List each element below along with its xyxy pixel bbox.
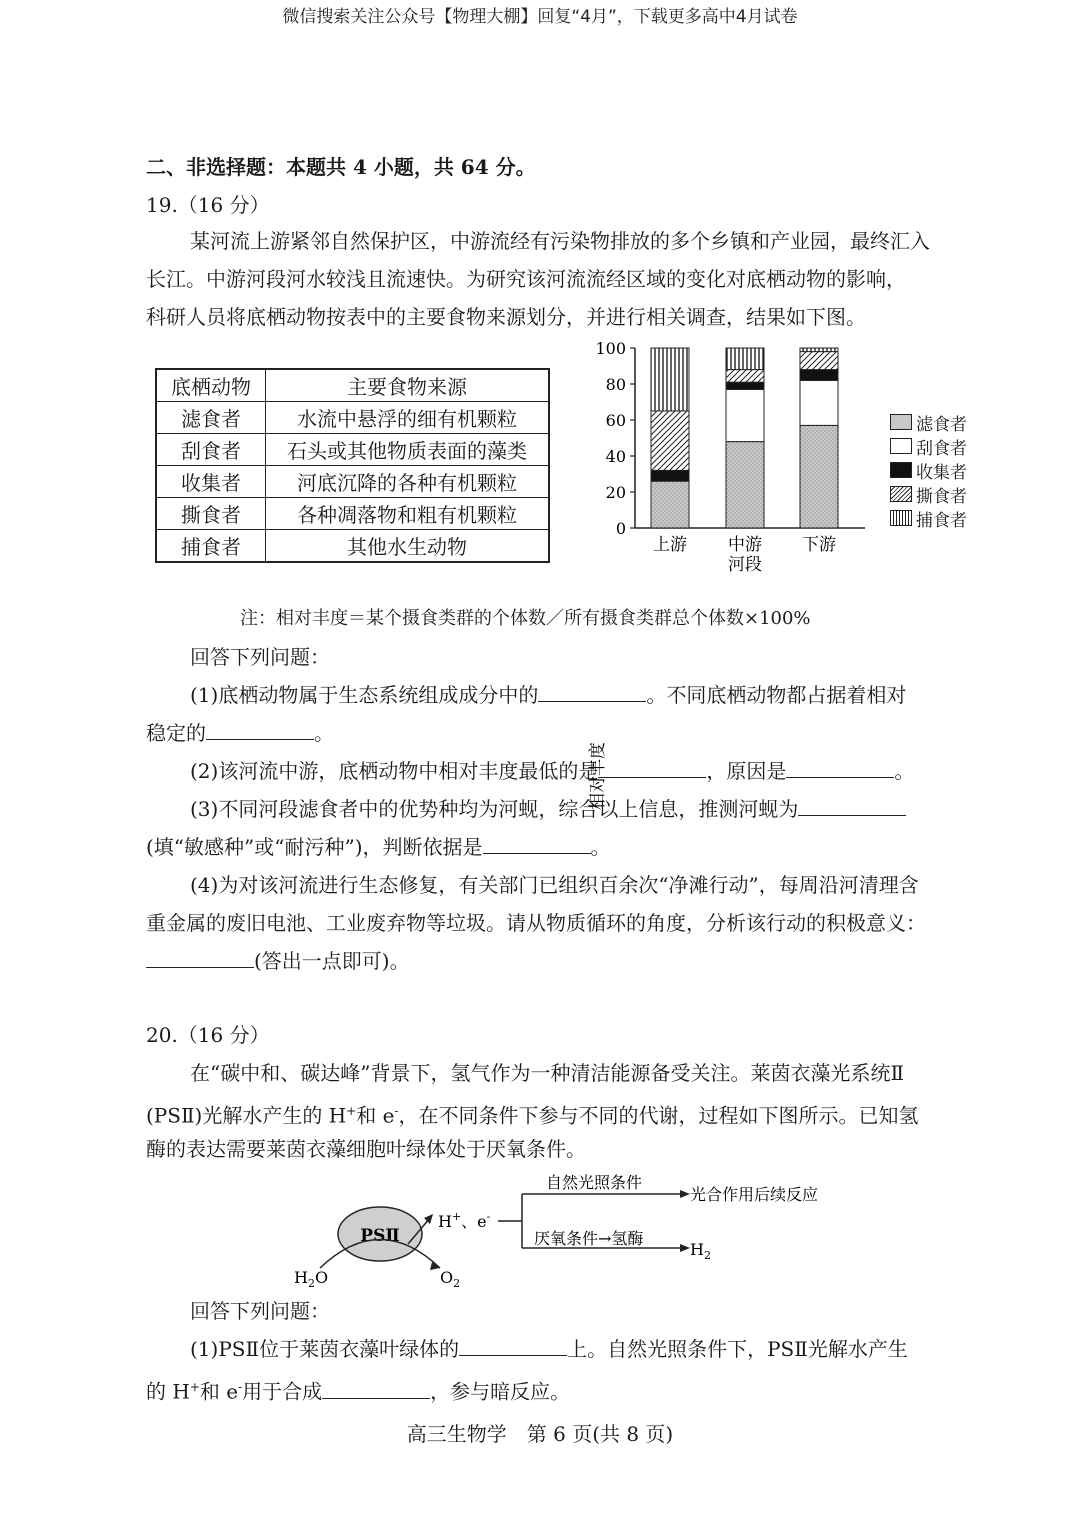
- table-header-food: 主要食物来源: [266, 369, 550, 402]
- answer-blank[interactable]: [483, 833, 591, 854]
- bar-segment-捕食者: [800, 348, 838, 352]
- legend-item: [890, 482, 967, 506]
- bar-segment-滤食者: [726, 442, 764, 528]
- legend-item: [890, 434, 967, 458]
- q19-sub4-line2: 重金属的废旧电池、工业废弃物等垃圾。请从物质循环的角度，分析该行动的积极意义：: [146, 911, 926, 935]
- legend-label: 滤食者: [916, 414, 967, 435]
- q19-sub4-line3: [146, 946, 410, 976]
- table-row: [156, 498, 549, 530]
- food-source-table: [155, 368, 550, 563]
- q19-number: 19.（16 分）: [146, 193, 270, 217]
- answer-blank[interactable]: [459, 1335, 567, 1356]
- legend-label: 撕食者: [916, 486, 967, 507]
- abundance-note: 注：相对丰度＝某个摄食类群的个体数／所有摄食类群总个体数×100%: [240, 608, 811, 629]
- table-cell: 其他水生动物: [266, 530, 550, 563]
- q19-sub2-text: (2)该河流中游，底栖动物中相对丰度最低的是: [190, 759, 599, 783]
- table-row: [156, 466, 549, 498]
- answer-blank[interactable]: [206, 719, 314, 740]
- bar-segment-刮食者: [800, 380, 838, 425]
- branch-top-label: 自然光照条件: [546, 1173, 643, 1192]
- q20-sub1-text4: 和 e: [199, 1379, 239, 1404]
- psii-label: PSⅡ: [360, 1226, 400, 1246]
- h2-label: $H_2$: [690, 1240, 711, 1262]
- y-tick-label: 60: [605, 411, 626, 430]
- page-header-banner: 微信搜索关注公众号【物理大棚】回复“4月”，下载更多高中4月试卷: [282, 7, 798, 27]
- q20-sub1-text6: ，参与暗反应。: [430, 1379, 571, 1404]
- table-row: [156, 530, 549, 563]
- bar-segment-捕食者: [726, 348, 764, 370]
- table-row: [156, 434, 549, 466]
- q20-intro-line2: (PSⅡ)光解水产生的 H+和 e-，在不同条件下参与不同的代谢，过程如下图所示。已知氢: [146, 1103, 919, 1128]
- q20-sub1-line2: 的 H+和 e-用于合成 ，参与暗反应。: [146, 1379, 571, 1404]
- h2o-label: $H_2O$: [294, 1268, 329, 1290]
- q19-sub2: [190, 756, 914, 786]
- q19-sub2-text3: 。: [894, 759, 915, 783]
- q19-sub1-line1: [190, 680, 906, 710]
- q19-sub1-text: (1)底栖动物属于生态系统组成成分中的: [190, 683, 539, 707]
- bar-segment-撕食者: [651, 411, 689, 470]
- legend-swatch: [890, 510, 912, 526]
- o2-label: $O_2$: [440, 1268, 461, 1290]
- table-cell: 撕食者: [156, 498, 266, 530]
- table-cell: 石头或其他物质表面的藻类: [266, 434, 550, 466]
- q19-sub3-text2: (填“敏感种”或“耐污种”)，判断依据是: [146, 835, 483, 859]
- q19-sub3-line1: [190, 794, 906, 824]
- x-category-label: 下游: [802, 535, 836, 555]
- q19-answer-prompt: 回答下列问题：: [190, 645, 330, 669]
- q20-sub1-line1: [190, 1334, 908, 1364]
- legend-swatch: [890, 414, 912, 430]
- q20-number: 20.（16 分）: [146, 1023, 270, 1047]
- answer-blank[interactable]: [786, 757, 894, 778]
- legend-item: [890, 506, 967, 530]
- bar-segment-撕食者: [800, 352, 838, 370]
- legend-swatch: [890, 438, 912, 454]
- q19-sub1-line2: [146, 718, 334, 748]
- bar-segment-收集者: [726, 382, 764, 389]
- answer-blank[interactable]: [798, 795, 906, 816]
- q20-sub1-text3: 的 H: [146, 1379, 190, 1404]
- psii-process-diagram: [280, 1166, 860, 1296]
- legend-item: [890, 410, 967, 434]
- q19-sub4-line1: (4)为对该河流进行生态修复，有关部门已组织百余次“净滩行动”，每周沿河清理含: [190, 873, 919, 897]
- legend-swatch: [890, 462, 912, 478]
- bar-segment-刮食者: [726, 389, 764, 441]
- table-cell: 滤食者: [156, 402, 266, 434]
- q20-intro-text: (PSⅡ)光解水产生的 H: [146, 1103, 347, 1128]
- y-tick-label: 80: [605, 375, 626, 394]
- bar-segment-收集者: [800, 370, 838, 381]
- table-cell: 刮食者: [156, 434, 266, 466]
- q20-answer-prompt: 回答下列问题：: [190, 1299, 330, 1323]
- table-cell: 河底沉降的各种有机颗粒: [266, 466, 550, 498]
- answer-blank[interactable]: [598, 757, 706, 778]
- legend-item: [890, 458, 967, 482]
- table-cell: 水流中悬浮的细有机颗粒: [266, 402, 550, 434]
- table-cell: 收集者: [156, 466, 266, 498]
- x-category-label: 河段: [728, 555, 762, 575]
- q19-sub2-text2: ，原因是: [706, 759, 787, 783]
- q20-intro-line3: 酶的表达需要莱茵衣藻细胞叶绿体处于厌氧条件。: [146, 1137, 586, 1161]
- table-header-animal: 底栖动物: [156, 369, 266, 402]
- branch-bottom-label: 厌氧条件→氢酶: [534, 1229, 644, 1248]
- bar-segment-滤食者: [800, 425, 838, 528]
- legend-label: 收集者: [916, 462, 967, 483]
- products-label: H+、e-: [438, 1210, 491, 1231]
- y-tick-label: 20: [605, 483, 626, 502]
- bar-segment-撕食者: [726, 370, 764, 383]
- chart-legend: [890, 410, 967, 530]
- y-tick-label: 100: [595, 339, 626, 358]
- legend-label: 刮食者: [916, 438, 967, 459]
- q19-sub1-text3: 稳定的: [146, 721, 206, 745]
- answer-blank[interactable]: [538, 681, 646, 702]
- bar-segment-收集者: [651, 470, 689, 481]
- q19-sub1-text2: 。不同底栖动物都占据着相对: [646, 683, 907, 707]
- arrowhead: [680, 1190, 690, 1198]
- answer-blank[interactable]: [322, 1378, 430, 1399]
- y-tick-label: 0: [615, 519, 626, 538]
- y-axis-label: 相对丰度: [588, 742, 608, 810]
- q20-intro-text3: ，在不同条件下参与不同的代谢，过程如下图所示。已知氢: [398, 1103, 919, 1128]
- legend-label: 捕食者: [916, 510, 967, 531]
- q20-sub1-text5: 用于合成: [242, 1379, 323, 1404]
- arrowhead: [680, 1244, 690, 1252]
- x-category-label: 上游: [653, 535, 687, 555]
- q19-sub3-text3: 。: [590, 835, 611, 859]
- bar-segment-捕食者: [651, 348, 689, 411]
- q19-sub1-text4: 。: [314, 721, 334, 745]
- q19-intro-line3: 科研人员将底栖动物按表中的主要食物来源划分，并进行相关调查，结果如下图。: [146, 305, 866, 329]
- q19-sub3-line2: [146, 832, 611, 862]
- answer-blank[interactable]: [146, 947, 254, 968]
- page-footer: 高三生物学 第 6 页(共 8 页): [406, 1422, 674, 1446]
- q20-intro-text2: 和 e: [356, 1103, 395, 1128]
- q19-sub3-text: (3)不同河段滤食者中的优势种均为河蚬，综合以上信息，推测河蚬为: [190, 797, 799, 821]
- section-title: 二、非选择题：本题共 4 小题，共 64 分。: [146, 155, 536, 179]
- table-cell: 各种凋落物和粗有机颗粒: [266, 498, 550, 530]
- q19-intro-line1: 某河流上游紧邻自然保护区，中游流经有污染物排放的多个乡镇和产业园，最终汇入: [190, 229, 930, 253]
- q19-sub4-text: (答出一点即可)。: [254, 949, 410, 973]
- table-cell: 捕食者: [156, 530, 266, 563]
- x-category-label: 中游: [728, 535, 762, 555]
- q20-intro-line1: 在“碳中和、碳达峰”背景下，氢气作为一种清洁能源备受关注。莱茵衣藻光系统Ⅱ: [190, 1061, 905, 1085]
- bar-segment-滤食者: [651, 481, 689, 528]
- y-tick-label: 40: [605, 447, 626, 466]
- legend-swatch: [890, 486, 912, 502]
- q20-sub1-text: (1)PSⅡ位于莱茵衣藻叶绿体的: [190, 1337, 460, 1361]
- table-row: [156, 402, 549, 434]
- q19-intro-line2: 长江。中游河段河水较浅且流速快。为研究该河流流经区域的变化对底栖动物的影响，: [146, 267, 906, 291]
- q20-sub1-text2: 上。自然光照条件下，PSⅡ光解水产生: [567, 1337, 908, 1361]
- branch-top-result: 光合作用后续反应: [690, 1185, 819, 1204]
